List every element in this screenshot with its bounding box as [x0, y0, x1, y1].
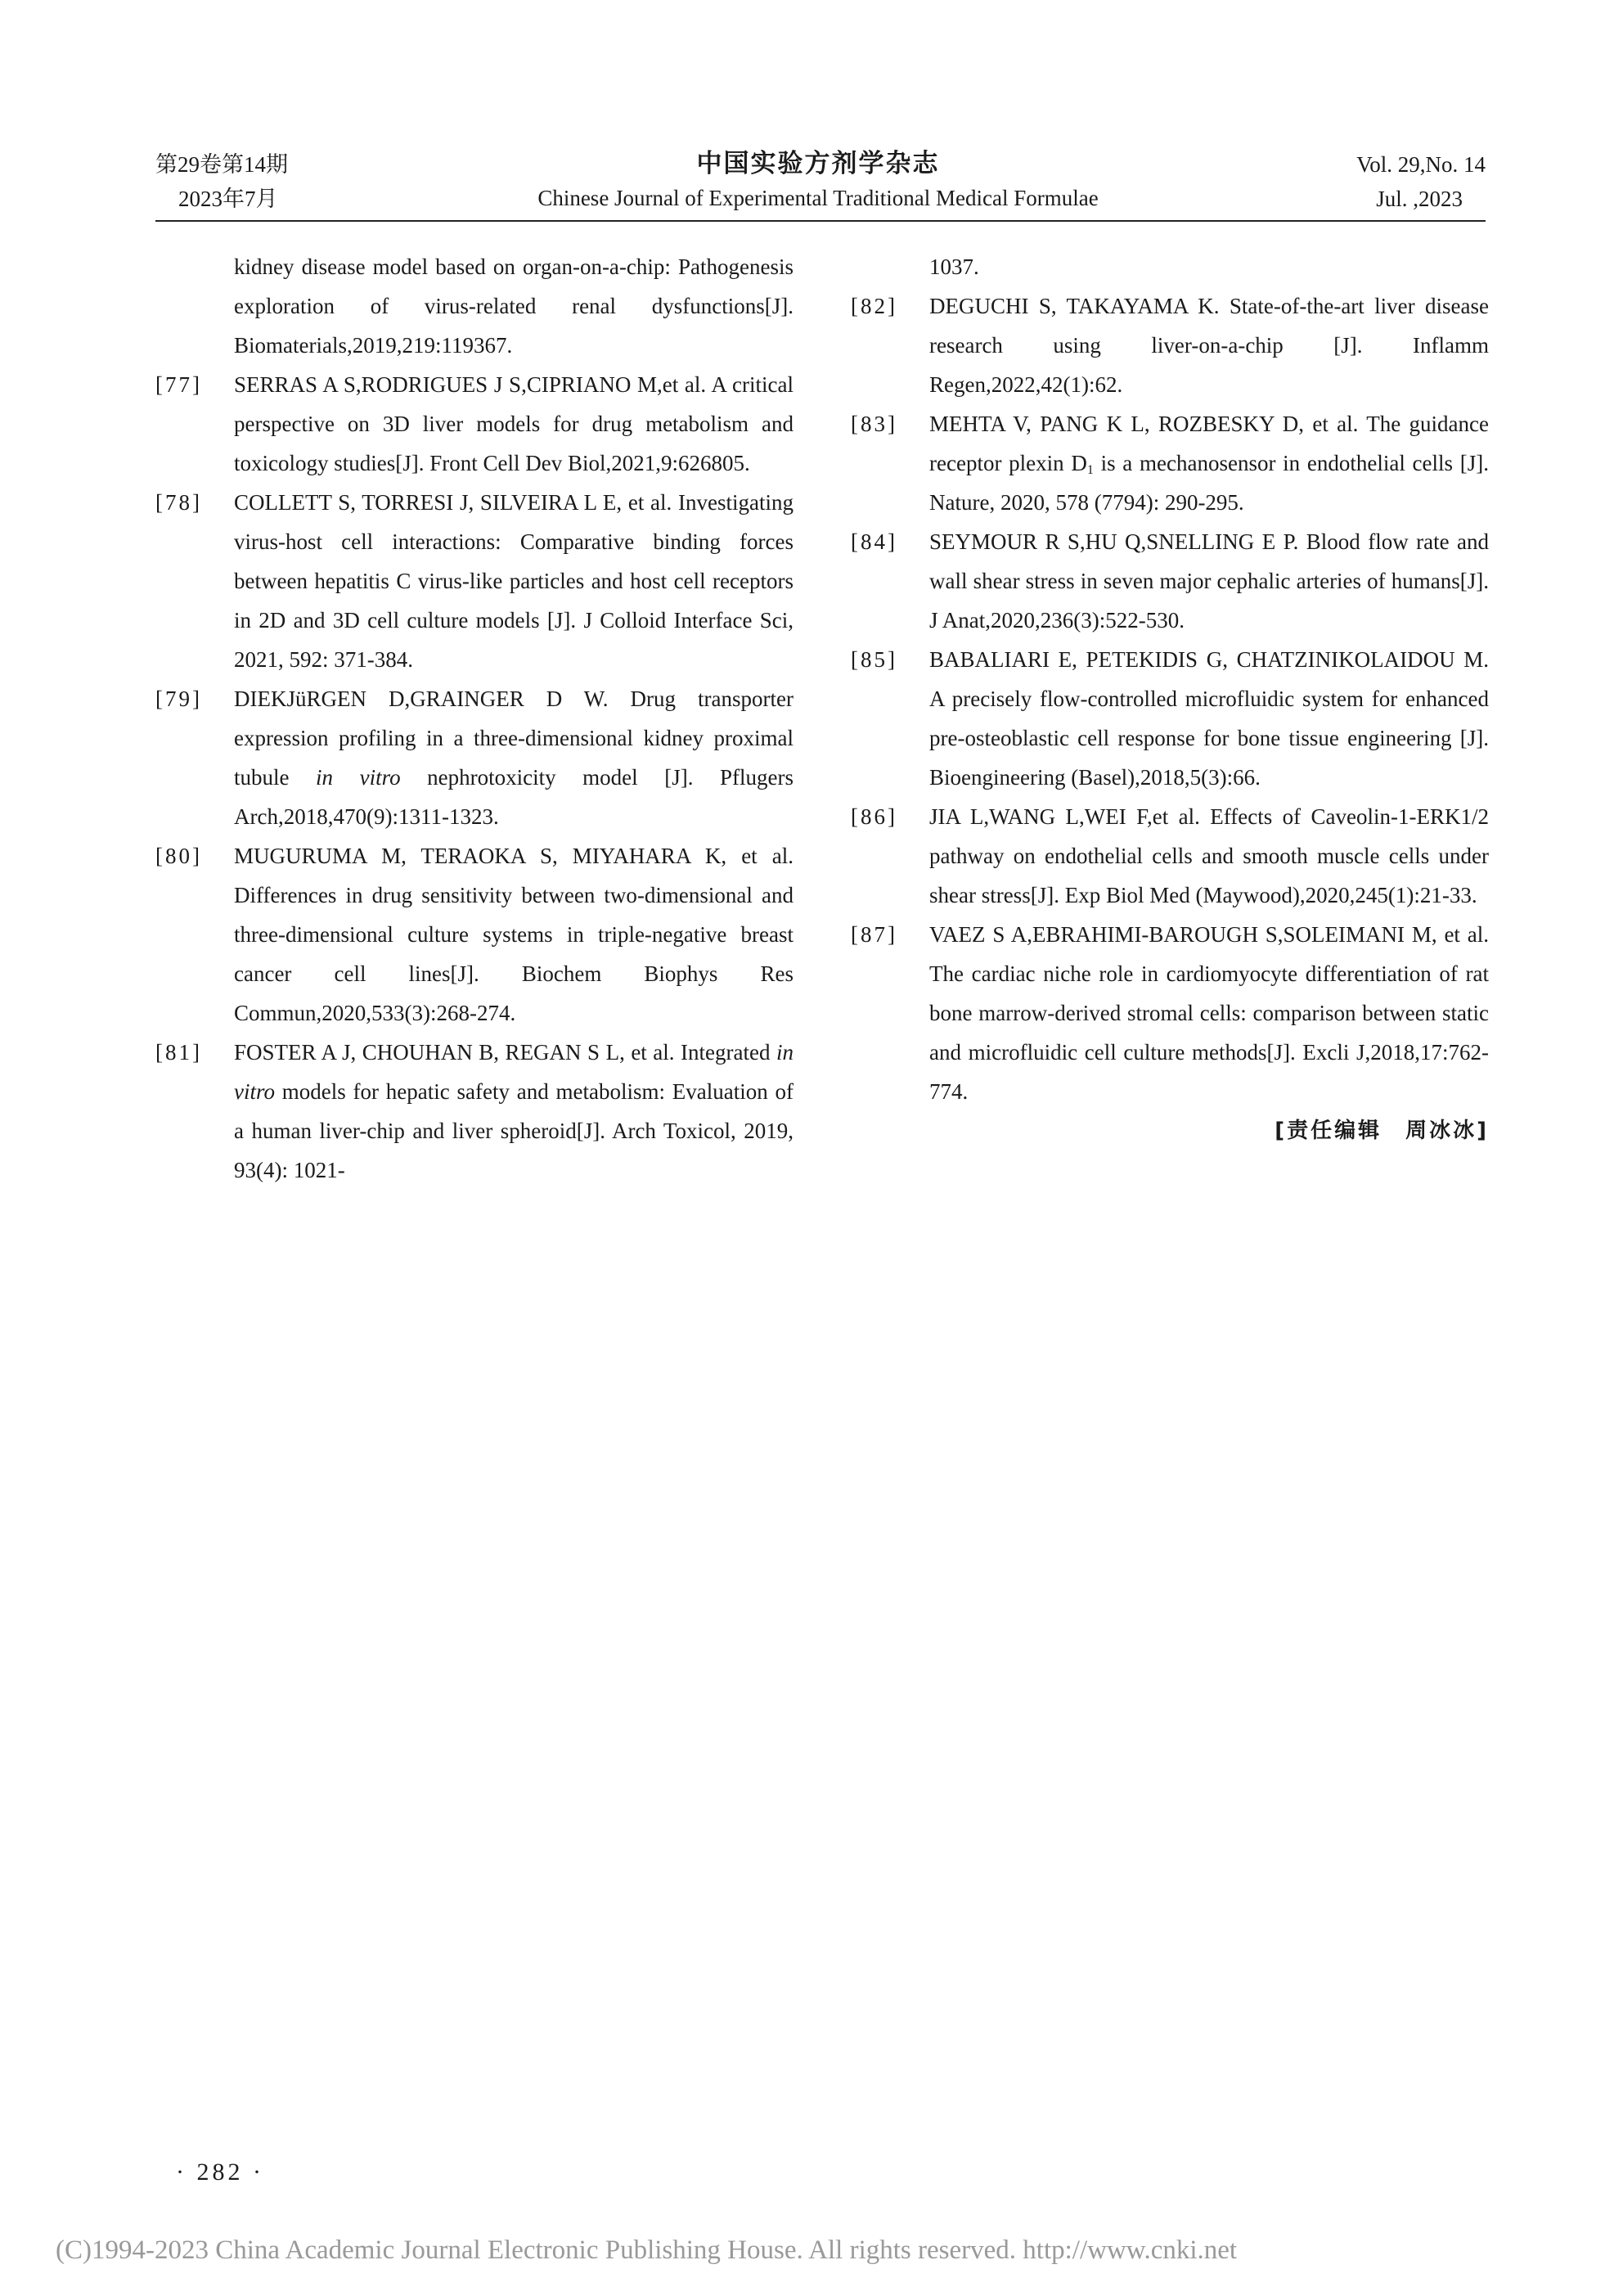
- copyright-footer: (C)1994-2023 China Academic Journal Electronic Publishing House. All rights reserved. http://www.cnki.net: [56, 2235, 1238, 2265]
- issue-cn: 第29卷第14期: [155, 152, 288, 177]
- reference-item: [851, 640, 1489, 797]
- reference-number: [86]: [851, 804, 897, 829]
- reference-item: [851, 797, 1489, 915]
- reference-number: [84]: [851, 529, 897, 554]
- reference-text: DEGUCHI S, TAKAYAMA K. State-of-the-art liver disease research using liver-on-a-chip [J]. Inflamm Regen,2022,42(1):62.: [929, 294, 1489, 397]
- running-header-left: [155, 147, 288, 216]
- reference-text: kidney disease model based on organ-on-a-chip: Pathogenesis exploration of virus-related renal dysfunctions[J]. Biomaterials,2019,219:119367.: [234, 254, 794, 358]
- reference-number: [80]: [155, 844, 202, 868]
- reference-item: [851, 404, 1489, 522]
- reference-item: [851, 522, 1489, 640]
- reference-number: [77]: [155, 372, 202, 397]
- reference-number: [85]: [851, 647, 897, 672]
- reference-text: FOSTER A J, CHOUHAN B, REGAN S L, et al. Integrated in vitro models for hepatic safety and metabolism: Evaluation of a human liver-chip and liver spheroid[J]. Arch Toxicol, 2019, 93(4): 1021-: [234, 1040, 794, 1182]
- reference-number: [81]: [155, 1040, 202, 1065]
- reference-text: BABALIARI E, PETEKIDIS G, CHATZINIKOLAIDOU M. A precisely flow-controlled microfluidic system for enhanced pre-osteoblastic cell response for bone tissue engineering [J]. Bioengineering (Basel),2018,5(3):66.: [929, 647, 1489, 790]
- date-en: Jul. ,2023: [1376, 187, 1463, 211]
- running-header-center: [409, 146, 1227, 214]
- date-cn: 2023年7月: [178, 187, 278, 211]
- reference-number: [87]: [851, 922, 897, 947]
- reference-number: [79]: [155, 687, 202, 711]
- reference-text: MUGURUMA M, TERAOKA S, MIYAHARA K, et al. Differences in drug sensitivity between two-dimensional and three-dimensional culture systems in triple-negative breast cancer cell lines[J]. Biochem Biophys Res Commun,2020,533(3):268-274.: [234, 844, 794, 1025]
- references-column-left: [155, 247, 794, 1190]
- journal-title-cn: 中国实验方剂学杂志: [696, 149, 940, 178]
- reference-item: [155, 483, 794, 679]
- reference-text: SERRAS A S,RODRIGUES J S,CIPRIANO M,et al. A critical perspective on 3D liver models for drug metabolism and toxicology studies[J]. Front Cell Dev Biol,2021,9:626805.: [234, 372, 794, 475]
- running-header-right: [1356, 147, 1486, 216]
- reference-number: [78]: [155, 490, 202, 515]
- header-rule: [155, 220, 1486, 222]
- reference-text: 1037.: [929, 254, 979, 279]
- reference-item: [155, 1033, 794, 1190]
- reference-item: [155, 679, 794, 836]
- references-column-right: [851, 247, 1489, 1150]
- reference-item: [155, 836, 794, 1033]
- issue-en: Vol. 29,No. 14: [1356, 152, 1486, 177]
- reference-text: VAEZ S A,EBRAHIMI-BAROUGH S,SOLEIMANI M, et al. The cardiac niche role in cardiomyocyte differentiation of rat bone marrow-derived stromal cells: comparison between static and microfluidic cell culture methods[J]. Excli J,2018,17:762-774.: [929, 922, 1489, 1104]
- reference-number: [82]: [851, 294, 897, 318]
- reference-item: [155, 365, 794, 483]
- reference-item: [851, 247, 1489, 286]
- reference-item: [155, 247, 794, 365]
- responsible-editor: [责任编辑 周冰冰]: [1275, 1119, 1489, 1143]
- reference-text: DIEKJüRGEN D,GRAINGER D W. Drug transporter expression profiling in a three-dimensional kidney proximal tubule in vitro nephrotoxicity model [J]. Pflugers Arch,2018,470(9):1311-1323.: [234, 687, 794, 829]
- reference-item: [851, 915, 1489, 1111]
- reference-text: MEHTA V, PANG K L, ROZBESKY D, et al. The guidance receptor plexin $D_1$ is a mechanosensor in endothelial cells [J]. Nature, 2020, 578 (7794): 290-295.: [929, 412, 1489, 515]
- reference-text: COLLETT S, TORRESI J, SILVEIRA L E, et al. Investigating virus-host cell interactions: Comparative binding forces between hepatitis C virus-like particles and host cell receptors in 2D and 3D cell culture models [J]. J Colloid Interface Sci, 2021, 592: 371-384.: [234, 490, 794, 672]
- journal-title-en: Chinese Journal of Experimental Traditional Medical Formulae: [537, 186, 1099, 210]
- reference-text: SEYMOUR R S,HU Q,SNELLING E P. Blood flow rate and wall shear stress in seven major cephalic arteries of humans[J]. J Anat,2020,236(3):522-530.: [929, 529, 1489, 633]
- page-number: · 282 ·: [176, 2159, 264, 2186]
- reference-text: JIA L,WANG L,WEI F,et al. Effects of Caveolin-1-ERK1/2 pathway on endothelial cells and smooth muscle cells under shear stress[J]. Exp Biol Med (Maywood),2020,245(1):21-33.: [929, 804, 1489, 907]
- reference-item: [851, 286, 1489, 404]
- reference-number: [83]: [851, 412, 897, 436]
